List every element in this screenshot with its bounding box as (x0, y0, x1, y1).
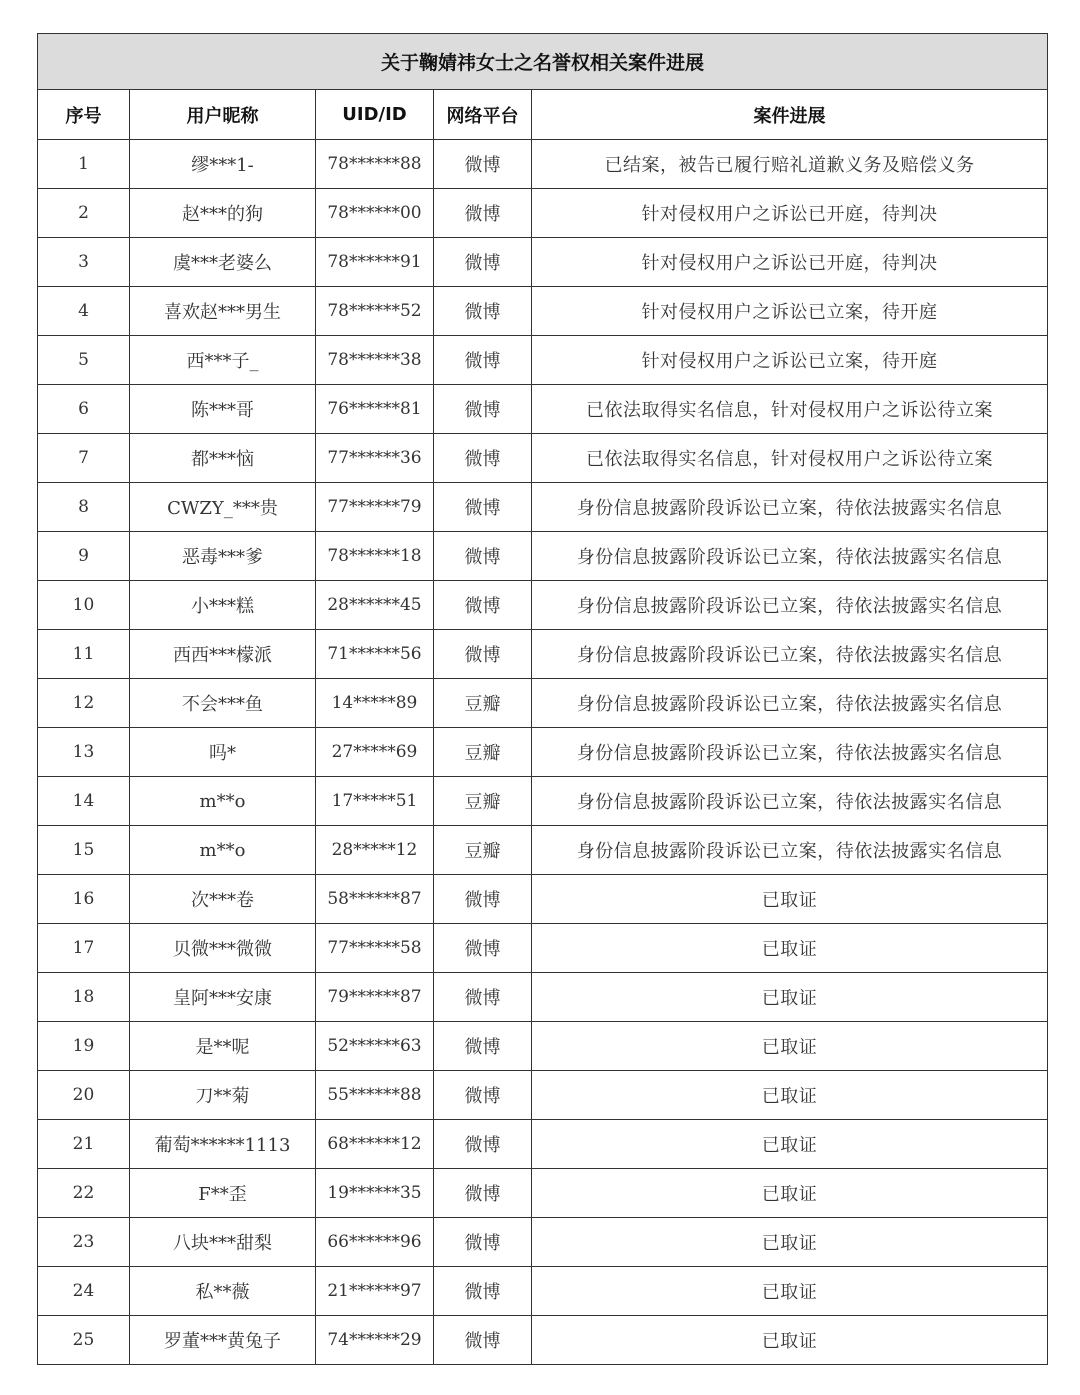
case-progress: 身份信息披露阶段诉讼已立案，待依法披露实名信息 (532, 679, 1048, 728)
row-number: 7 (38, 434, 130, 483)
network-platform: 微博 (434, 1218, 532, 1267)
user-nickname: 刀**菊 (130, 1071, 316, 1120)
network-platform: 微博 (434, 1169, 532, 1218)
user-uid: 76******81 (316, 385, 434, 434)
user-nickname: 虞***老婆么 (130, 238, 316, 287)
network-platform: 微博 (434, 1071, 532, 1120)
case-progress: 身份信息披露阶段诉讼已立案，待依法披露实名信息 (532, 581, 1048, 630)
user-nickname: 是**呢 (130, 1022, 316, 1071)
table-row (38, 826, 1048, 875)
case-progress: 已依法取得实名信息，针对侵权用户之诉讼待立案 (532, 385, 1048, 434)
network-platform: 微博 (434, 1120, 532, 1169)
case-progress: 身份信息披露阶段诉讼已立案，待依法披露实名信息 (532, 826, 1048, 875)
network-platform: 豆瓣 (434, 679, 532, 728)
column-header-progress: 案件进展 (532, 90, 1048, 140)
case-progress: 已取证 (532, 924, 1048, 973)
network-platform: 微博 (434, 336, 532, 385)
column-header-uid: UID/ID (316, 90, 434, 140)
case-progress: 针对侵权用户之诉讼已开庭，待判决 (532, 189, 1048, 238)
case-progress: 已结案，被告已履行赔礼道歉义务及赔偿义务 (532, 140, 1048, 189)
case-progress: 身份信息披露阶段诉讼已立案，待依法披露实名信息 (532, 777, 1048, 826)
row-number: 4 (38, 287, 130, 336)
row-number: 20 (38, 1071, 130, 1120)
user-uid: 78******00 (316, 189, 434, 238)
network-platform: 微博 (434, 973, 532, 1022)
row-number: 21 (38, 1120, 130, 1169)
network-platform: 微博 (434, 532, 532, 581)
table-row (38, 287, 1048, 336)
user-nickname: F**歪 (130, 1169, 316, 1218)
row-number: 16 (38, 875, 130, 924)
table-row (38, 532, 1048, 581)
user-nickname: CWZY_***贵 (130, 483, 316, 532)
table-row (38, 189, 1048, 238)
user-nickname: 赵***的狗 (130, 189, 316, 238)
network-platform: 微博 (434, 434, 532, 483)
row-number: 25 (38, 1316, 130, 1365)
network-platform: 豆瓣 (434, 728, 532, 777)
row-number: 5 (38, 336, 130, 385)
user-nickname: m**o (130, 826, 316, 875)
case-progress: 已取证 (532, 1120, 1048, 1169)
table-row (38, 630, 1048, 679)
case-progress: 针对侵权用户之诉讼已立案，待开庭 (532, 287, 1048, 336)
network-platform: 微博 (434, 1022, 532, 1071)
table-row (38, 1316, 1048, 1365)
user-nickname: 都***恼 (130, 434, 316, 483)
case-progress: 针对侵权用户之诉讼已开庭，待判决 (532, 238, 1048, 287)
case-progress: 已取证 (532, 1169, 1048, 1218)
row-number: 11 (38, 630, 130, 679)
row-number: 3 (38, 238, 130, 287)
network-platform: 微博 (434, 1267, 532, 1316)
user-uid: 55******88 (316, 1071, 434, 1120)
case-progress-table (37, 33, 1048, 1365)
user-nickname: 葡萄******1113 (130, 1120, 316, 1169)
network-platform: 微博 (434, 875, 532, 924)
user-nickname: 私**薇 (130, 1267, 316, 1316)
case-progress: 身份信息披露阶段诉讼已立案，待依法披露实名信息 (532, 728, 1048, 777)
row-number: 10 (38, 581, 130, 630)
table-row (38, 336, 1048, 385)
table-row (38, 1267, 1048, 1316)
row-number: 19 (38, 1022, 130, 1071)
table-title: 关于鞠婧祎女士之名誉权相关案件进展 (38, 34, 1048, 90)
row-number: 12 (38, 679, 130, 728)
table-row (38, 973, 1048, 1022)
user-uid: 28*****12 (316, 826, 434, 875)
user-uid: 58******87 (316, 875, 434, 924)
user-uid: 78******52 (316, 287, 434, 336)
network-platform: 微博 (434, 630, 532, 679)
table-row (38, 875, 1048, 924)
table-row (38, 1071, 1048, 1120)
user-nickname: 吗* (130, 728, 316, 777)
table-row (38, 385, 1048, 434)
case-progress: 身份信息披露阶段诉讼已立案，待依法披露实名信息 (532, 483, 1048, 532)
case-progress: 已取证 (532, 973, 1048, 1022)
table-row (38, 1120, 1048, 1169)
row-number: 9 (38, 532, 130, 581)
column-header-platform: 网络平台 (434, 90, 532, 140)
row-number: 13 (38, 728, 130, 777)
table-row (38, 1218, 1048, 1267)
user-uid: 68******12 (316, 1120, 434, 1169)
case-progress: 已取证 (532, 1267, 1048, 1316)
user-uid: 77******36 (316, 434, 434, 483)
network-platform: 微博 (434, 924, 532, 973)
network-platform: 微博 (434, 287, 532, 336)
row-number: 6 (38, 385, 130, 434)
case-progress: 已取证 (532, 1316, 1048, 1365)
user-nickname: 贝微***微微 (130, 924, 316, 973)
network-platform: 微博 (434, 483, 532, 532)
table-row (38, 434, 1048, 483)
user-uid: 27*****69 (316, 728, 434, 777)
case-progress: 已取证 (532, 1218, 1048, 1267)
row-number: 18 (38, 973, 130, 1022)
user-nickname: 罗董***黄兔子 (130, 1316, 316, 1365)
network-platform: 微博 (434, 385, 532, 434)
network-platform: 微博 (434, 1316, 532, 1365)
row-number: 17 (38, 924, 130, 973)
user-nickname: 不会***鱼 (130, 679, 316, 728)
user-uid: 17*****51 (316, 777, 434, 826)
user-uid: 14*****89 (316, 679, 434, 728)
column-header-number: 序号 (38, 90, 130, 140)
user-uid: 77******58 (316, 924, 434, 973)
user-uid: 78******18 (316, 532, 434, 581)
row-number: 8 (38, 483, 130, 532)
user-uid: 19******35 (316, 1169, 434, 1218)
user-uid: 78******88 (316, 140, 434, 189)
user-uid: 52******63 (316, 1022, 434, 1071)
case-progress: 身份信息披露阶段诉讼已立案，待依法披露实名信息 (532, 532, 1048, 581)
table-row (38, 483, 1048, 532)
table-row (38, 1169, 1048, 1218)
case-progress: 已取证 (532, 875, 1048, 924)
user-nickname: 陈***哥 (130, 385, 316, 434)
case-progress: 已取证 (532, 1071, 1048, 1120)
row-number: 24 (38, 1267, 130, 1316)
table-body (38, 140, 1048, 1365)
user-nickname: m**o (130, 777, 316, 826)
column-header-nickname: 用户昵称 (130, 90, 316, 140)
user-nickname: 喜欢赵***男生 (130, 287, 316, 336)
table-row (38, 679, 1048, 728)
case-progress: 已依法取得实名信息，针对侵权用户之诉讼待立案 (532, 434, 1048, 483)
row-number: 2 (38, 189, 130, 238)
user-uid: 21******97 (316, 1267, 434, 1316)
network-platform: 豆瓣 (434, 826, 532, 875)
row-number: 14 (38, 777, 130, 826)
user-uid: 78******91 (316, 238, 434, 287)
table-row (38, 1022, 1048, 1071)
case-progress: 已取证 (532, 1022, 1048, 1071)
network-platform: 微博 (434, 140, 532, 189)
user-nickname: 八块***甜梨 (130, 1218, 316, 1267)
network-platform: 豆瓣 (434, 777, 532, 826)
user-nickname: 皇阿***安康 (130, 973, 316, 1022)
user-nickname: 西***子_ (130, 336, 316, 385)
network-platform: 微博 (434, 238, 532, 287)
row-number: 1 (38, 140, 130, 189)
user-uid: 28******45 (316, 581, 434, 630)
user-nickname: 恶毒***爹 (130, 532, 316, 581)
case-progress: 身份信息披露阶段诉讼已立案，待依法披露实名信息 (532, 630, 1048, 679)
user-nickname: 次***卷 (130, 875, 316, 924)
row-number: 15 (38, 826, 130, 875)
case-progress: 针对侵权用户之诉讼已立案，待开庭 (532, 336, 1048, 385)
row-number: 22 (38, 1169, 130, 1218)
network-platform: 微博 (434, 581, 532, 630)
table-header-row (38, 90, 1048, 140)
user-nickname: 西西***檬派 (130, 630, 316, 679)
network-platform: 微博 (434, 189, 532, 238)
user-uid: 79******87 (316, 973, 434, 1022)
user-uid: 78******38 (316, 336, 434, 385)
table-row (38, 140, 1048, 189)
table-row (38, 581, 1048, 630)
user-nickname: 缪***1- (130, 140, 316, 189)
table-row (38, 924, 1048, 973)
document-page (37, 33, 1047, 1365)
user-uid: 77******79 (316, 483, 434, 532)
table-row (38, 728, 1048, 777)
row-number: 23 (38, 1218, 130, 1267)
user-uid: 66******96 (316, 1218, 434, 1267)
table-row (38, 777, 1048, 826)
user-uid: 74******29 (316, 1316, 434, 1365)
table-row (38, 238, 1048, 287)
user-nickname: 小***糕 (130, 581, 316, 630)
user-uid: 71******56 (316, 630, 434, 679)
